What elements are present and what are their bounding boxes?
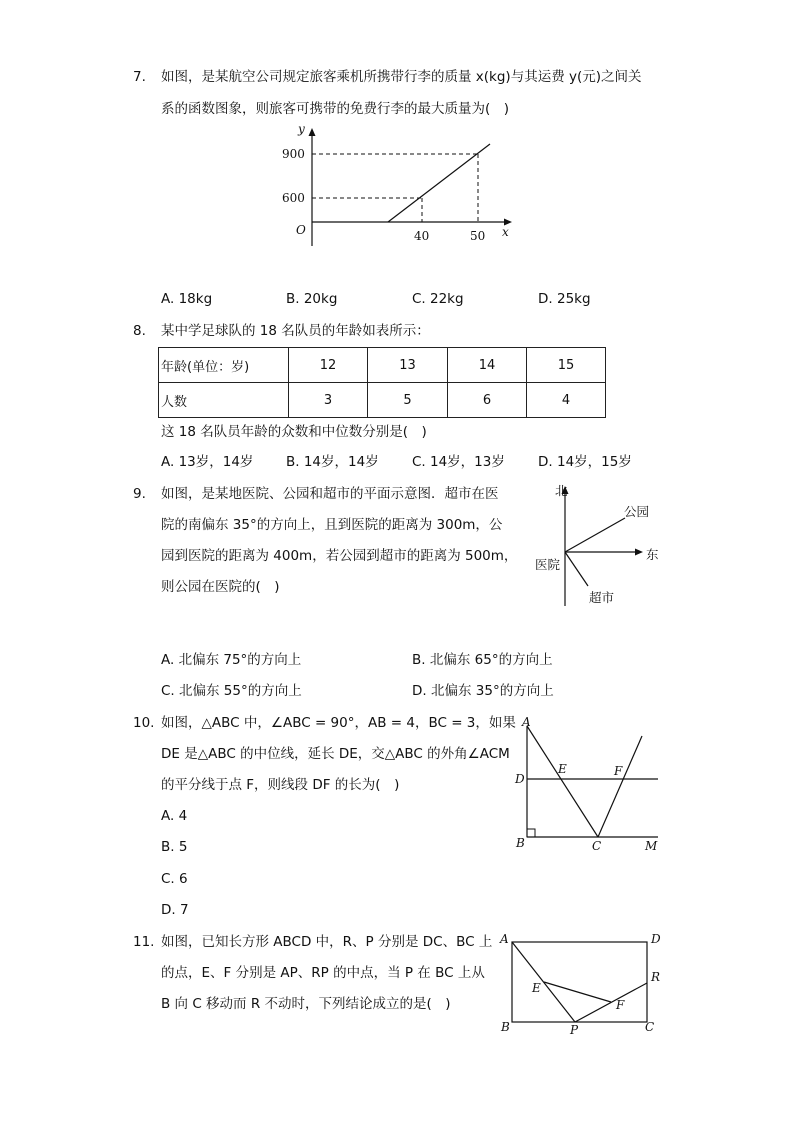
point-b-label: B <box>501 1020 510 1034</box>
q8-text-line2: 这 18 名队员年龄的众数和中位数分别是( ) <box>161 424 427 440</box>
table-cell: 4 <box>527 383 606 418</box>
q7-number: 7. <box>133 69 146 85</box>
q11-text-line3: B 向 C 移动而 R 不动时，下列结论成立的是( ) <box>161 996 451 1012</box>
market-label: 超市 <box>589 590 615 605</box>
point-p-label: P <box>570 1023 579 1037</box>
point-e-label: E <box>532 981 541 995</box>
q9-option-c[interactable]: C. 北偏东 55°的方向上 <box>161 683 302 699</box>
q11-number: 11. <box>133 934 155 950</box>
table-cell: 13 <box>368 348 448 383</box>
point-b-label: B <box>516 836 525 850</box>
q9-text-line4: 则公园在医院的( ) <box>161 579 280 595</box>
q10-text-line1: 如图，△ABC 中，∠ABC = 90°，AB = 4，BC = 3，如果 <box>161 715 516 731</box>
q7-y-axis-label: y <box>298 122 305 136</box>
table-cell: 6 <box>448 383 527 418</box>
q9-text-line3: 园到医院的距离为 400m，若公园到超市的距离为 500m， <box>161 548 518 564</box>
q10-text-line2: DE 是△ABC 的中位线，延长 DE，交△ABC 的外角∠ACM <box>161 746 510 762</box>
point-c-label: C <box>645 1020 655 1034</box>
q11-text-line1: 如图，已知长方形 ABCD 中，R、P 分别是 DC、BC 上 <box>161 934 493 950</box>
q10-triangle-diagram <box>510 712 670 857</box>
q7-option-a[interactable]: A. 18kg <box>161 291 213 307</box>
table-cell: 12 <box>289 348 368 383</box>
q7-y-tick-900: 900 <box>282 147 305 161</box>
table-cell: 5 <box>368 383 448 418</box>
point-f-label: F <box>614 764 623 778</box>
point-r-label: R <box>651 970 661 984</box>
q7-option-c[interactable]: C. 22kg <box>412 291 464 307</box>
north-label: 北 <box>555 483 568 498</box>
q9-text-line2: 院的南偏东 35°的方向上，且到医院的距离为 300m，公 <box>161 517 503 533</box>
point-e-label: E <box>558 762 567 776</box>
point-d-label: D <box>515 772 525 786</box>
q11-rectangle-diagram <box>495 928 670 1038</box>
q7-text-line1: 如图，是某航空公司规定旅客乘机所携带行李的质量 x(kg)与其运费 y(元)之间关 <box>161 69 642 85</box>
q8-text-line1: 某中学足球队的 18 名队员的年龄如表所示： <box>161 323 430 339</box>
q9-text-line1: 如图，是某地医院、公园和超市的平面示意图．超市在医 <box>161 486 499 502</box>
point-a-label: A <box>500 932 509 946</box>
table-cell: 15 <box>527 348 606 383</box>
q8-number: 8. <box>133 323 146 339</box>
q10-number: 10. <box>133 715 155 731</box>
q10-option-c[interactable]: C. 6 <box>161 871 188 887</box>
point-c-label: C <box>592 839 602 853</box>
table-header-age: 年龄(单位：岁) <box>159 348 289 383</box>
q7-x-axis-label: x <box>502 225 509 239</box>
point-f-label: F <box>616 998 625 1012</box>
q9-option-d[interactable]: D. 北偏东 35°的方向上 <box>412 683 554 699</box>
q7-x-tick-50: 50 <box>470 229 486 243</box>
q7-y-tick-600: 600 <box>282 191 305 205</box>
q8-option-c[interactable]: C. 14岁，13岁 <box>412 454 505 470</box>
q8-option-a[interactable]: A. 13岁，14岁 <box>161 454 254 470</box>
q7-text-line2: 系的函数图象，则旅客可携带的免费行李的最大质量为( ) <box>161 101 510 117</box>
q10-option-d[interactable]: D. 7 <box>161 902 189 918</box>
point-d-label: D <box>651 932 661 946</box>
point-a-label: A <box>522 715 531 729</box>
q10-option-b[interactable]: B. 5 <box>161 839 188 855</box>
q10-text-line3: 的平分线于点 F，则线段 DF 的长为( ) <box>161 777 400 793</box>
table-row <box>159 348 606 383</box>
table-cell: 3 <box>289 383 368 418</box>
q9-location-diagram <box>525 478 675 613</box>
table-cell: 14 <box>448 348 527 383</box>
point-m-label: M <box>645 839 658 853</box>
table-row <box>159 383 606 418</box>
q7-option-d[interactable]: D. 25kg <box>538 291 591 307</box>
table-header-count: 人数 <box>159 383 289 418</box>
q7-function-graph <box>270 118 530 258</box>
q9-option-a[interactable]: A. 北偏东 75°的方向上 <box>161 652 302 668</box>
q7-x-tick-40: 40 <box>414 229 430 243</box>
park-label: 公园 <box>624 504 650 519</box>
q8-option-b[interactable]: B. 14岁，14岁 <box>286 454 379 470</box>
q7-origin-label: O <box>296 223 306 237</box>
q8-age-table <box>158 347 606 418</box>
q9-option-b[interactable]: B. 北偏东 65°的方向上 <box>412 652 553 668</box>
hospital-label: 医院 <box>535 557 561 572</box>
east-label: 东 <box>646 547 659 562</box>
q10-option-a[interactable]: A. 4 <box>161 808 188 824</box>
q8-option-d[interactable]: D. 14岁，15岁 <box>538 454 632 470</box>
q7-option-b[interactable]: B. 20kg <box>286 291 338 307</box>
q9-number: 9. <box>133 486 146 502</box>
q11-text-line2: 的点，E、F 分别是 AP、RP 的中点，当 P 在 BC 上从 <box>161 965 485 981</box>
